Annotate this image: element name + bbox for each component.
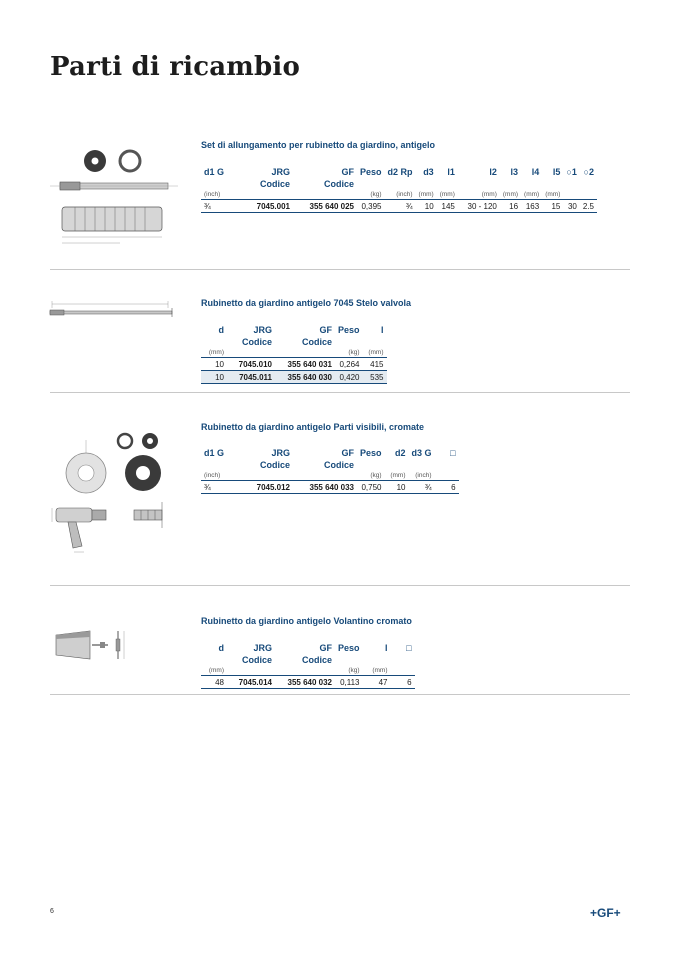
table-cell: 16 — [500, 200, 521, 213]
extension-set-drawing — [50, 145, 180, 255]
col-header: Peso — [360, 167, 382, 177]
col-subheader — [201, 178, 241, 189]
table-row — [201, 358, 387, 371]
col-header: ○2 — [583, 167, 594, 177]
col-subheader: Codice — [323, 178, 354, 189]
unit-label — [275, 347, 335, 358]
col-header: □ — [406, 643, 412, 653]
col-header: GF — [341, 448, 354, 458]
table-cell: 355 640 032 — [275, 676, 335, 689]
table-cell: ¾ — [385, 200, 416, 213]
unit-label: (mm) — [363, 665, 391, 676]
unit-label: (mm) — [363, 347, 387, 358]
table-cell: 355 640 025 — [293, 200, 357, 213]
unit-label: (mm) — [385, 470, 409, 481]
table-cell: 355 640 030 — [275, 371, 335, 384]
unit-label — [227, 665, 275, 676]
col-header: l5 — [552, 167, 561, 177]
col-subheader — [335, 654, 363, 665]
col-subheader — [416, 178, 437, 189]
table-cell: 0,420 — [335, 371, 363, 384]
col-header: GF — [341, 167, 354, 177]
section-title: Rubinetto da giardino antigelo 7045 Stelo valvola — [201, 298, 412, 308]
spec-table-handwheel — [201, 642, 415, 689]
table-row — [201, 371, 387, 384]
spec-table-valve-stem — [201, 324, 387, 384]
table-cell: 535 — [363, 371, 387, 384]
col-subheader — [580, 178, 597, 189]
table-cell: 7045.012 — [241, 481, 293, 494]
col-subheader — [201, 654, 227, 665]
table-cell: 7045.001 — [241, 200, 293, 213]
col-subheader — [458, 178, 500, 189]
col-header: JRG — [271, 448, 290, 458]
table-cell: 10 — [385, 481, 409, 494]
unit-label: (kg) — [357, 189, 385, 200]
unit-label: (inch) — [385, 189, 416, 200]
unit-label — [391, 665, 415, 676]
col-header: GF — [319, 643, 332, 653]
table-cell: 0,264 — [335, 358, 363, 371]
section-divider — [50, 392, 630, 393]
section-divider — [50, 269, 630, 270]
table-cell: 355 640 031 — [275, 358, 335, 371]
table-cell: 145 — [437, 200, 458, 213]
col-header: GF — [319, 325, 332, 335]
col-header: □ — [450, 448, 456, 458]
unit-label — [227, 347, 275, 358]
unit-label — [435, 470, 459, 481]
table-cell: 7045.010 — [227, 358, 275, 371]
table-cell: 0,395 — [357, 200, 385, 213]
table-cell: 48 — [201, 676, 227, 689]
col-header: d1 G — [204, 448, 225, 458]
table-cell: 10 — [416, 200, 437, 213]
unit-label — [241, 470, 293, 481]
unit-label: (mm) — [201, 347, 227, 358]
table-row — [201, 481, 459, 494]
col-header: Peso — [338, 643, 360, 653]
unit-label: (mm) — [458, 189, 500, 200]
col-header: Peso — [360, 448, 382, 458]
col-subheader — [437, 178, 458, 189]
col-header: ○1 — [566, 167, 577, 177]
table-row — [201, 676, 415, 689]
col-subheader — [201, 459, 241, 470]
unit-label — [580, 189, 597, 200]
unit-label: (mm) — [521, 189, 542, 200]
page-number: 6 — [50, 908, 54, 915]
col-subheader — [335, 336, 363, 347]
table-cell: ¾ — [201, 481, 241, 494]
col-header: l4 — [531, 167, 540, 177]
col-subheader: Codice — [259, 459, 290, 470]
col-header: d3 G — [411, 448, 432, 458]
col-subheader: Codice — [259, 178, 290, 189]
col-subheader — [357, 459, 385, 470]
unit-label: (mm) — [416, 189, 437, 200]
col-subheader — [357, 178, 385, 189]
col-subheader — [500, 178, 521, 189]
handwheel-drawing — [52, 625, 132, 670]
col-subheader — [435, 459, 459, 470]
table-cell: 6 — [435, 481, 459, 494]
gf-logo: +GF+ — [590, 906, 621, 920]
unit-label — [241, 189, 293, 200]
unit-label — [293, 470, 357, 481]
col-subheader — [521, 178, 542, 189]
col-header: l — [381, 325, 384, 335]
table-cell: 7045.014 — [227, 676, 275, 689]
unit-label — [563, 189, 579, 200]
col-header: Peso — [338, 325, 360, 335]
table-cell: 163 — [521, 200, 542, 213]
unit-label: (mm) — [542, 189, 563, 200]
table-cell: 355 640 033 — [293, 481, 357, 494]
unit-label: (inch) — [201, 189, 241, 200]
col-subheader: Codice — [241, 336, 272, 347]
section-divider — [50, 694, 630, 695]
col-header: l3 — [510, 167, 519, 177]
col-subheader — [563, 178, 579, 189]
page-title: Parti di ricambio — [50, 52, 301, 82]
table-cell: ¾ — [409, 481, 435, 494]
unit-label: (kg) — [335, 665, 363, 676]
section-title: Set di allungamento per rubinetto da giardino, antigelo — [201, 140, 436, 150]
unit-label: (mm) — [500, 189, 521, 200]
col-header: d3 — [423, 167, 434, 177]
col-subheader — [363, 336, 387, 347]
unit-label: (kg) — [357, 470, 385, 481]
table-row — [201, 200, 597, 213]
unit-label — [275, 665, 335, 676]
unit-label: (inch) — [409, 470, 435, 481]
col-subheader — [542, 178, 563, 189]
valve-stem-drawing — [48, 300, 180, 325]
unit-label: (mm) — [437, 189, 458, 200]
col-subheader — [385, 459, 409, 470]
section-title: Rubinetto da giardino antigelo Volantino cromato — [201, 616, 412, 626]
section-title: Rubinetto da giardino antigelo Parti visibili, cromate — [201, 422, 425, 432]
col-header: JRG — [253, 643, 272, 653]
col-header: l — [385, 643, 388, 653]
unit-label: (mm) — [201, 665, 227, 676]
col-header: l2 — [489, 167, 497, 177]
col-header: d1 G — [204, 167, 225, 177]
table-cell: 10 — [201, 371, 227, 384]
table-cell: 30 — [563, 200, 579, 213]
col-subheader — [391, 654, 415, 665]
table-cell: 7045.011 — [227, 371, 275, 384]
table-cell: 10 — [201, 358, 227, 371]
table-cell: ¾ — [201, 200, 241, 213]
col-header: l1 — [447, 167, 455, 177]
section-divider — [50, 585, 630, 586]
col-header: d2 Rp — [387, 167, 413, 177]
unit-label: (inch) — [201, 470, 241, 481]
col-header: JRG — [271, 167, 290, 177]
col-header: d — [218, 643, 224, 653]
col-subheader: Codice — [241, 654, 272, 665]
table-cell: 47 — [363, 676, 391, 689]
chrome-parts-drawing — [48, 428, 180, 568]
col-subheader — [385, 178, 416, 189]
col-subheader — [409, 459, 435, 470]
col-subheader: Codice — [301, 654, 332, 665]
spec-table-chrome-parts — [201, 447, 459, 494]
col-subheader — [363, 654, 391, 665]
unit-label — [293, 189, 357, 200]
table-cell: 30 - 120 — [458, 200, 500, 213]
table-cell: 15 — [542, 200, 563, 213]
table-cell: 0,113 — [335, 676, 363, 689]
col-header: d2 — [395, 448, 406, 458]
col-subheader: Codice — [323, 459, 354, 470]
table-cell: 415 — [363, 358, 387, 371]
col-header: JRG — [253, 325, 272, 335]
col-header: d — [218, 325, 224, 335]
table-cell: 0,750 — [357, 481, 385, 494]
spec-table-extension-set — [201, 166, 597, 213]
table-cell: 2.5 — [580, 200, 597, 213]
col-subheader: Codice — [301, 336, 332, 347]
unit-label: (kg) — [335, 347, 363, 358]
table-cell: 6 — [391, 676, 415, 689]
col-subheader — [201, 336, 227, 347]
